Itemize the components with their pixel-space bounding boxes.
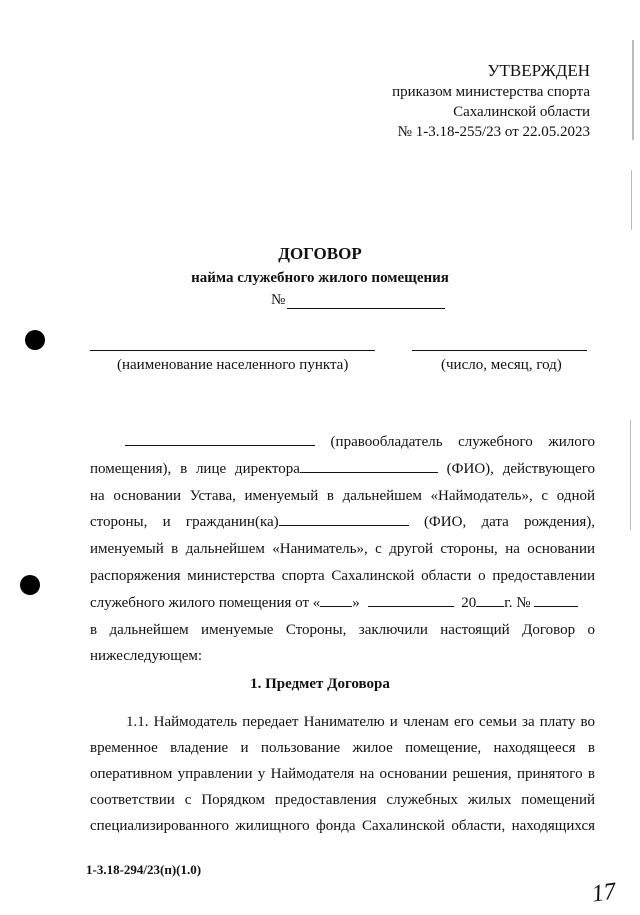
date-field (412, 350, 587, 351)
body-line-6: распоряжения министерства спорта Сахалинской области о предоставлении (90, 568, 595, 584)
document-subtitle: найма служебного жилого помещения (191, 270, 449, 286)
order-number-field (534, 594, 578, 607)
punch-hole-top (25, 330, 45, 350)
body-line-1: (правообладатель служебного жилого (125, 432, 595, 452)
body-line-2: помещения), в лице директора (ФИО), действующего (90, 461, 595, 477)
body-line-7: служебного жилого помещения от « » 20 г. № (90, 593, 595, 613)
section-1-line-2: временное владение и пользование жилое помещение, находящееся в (90, 740, 595, 756)
punch-hole-bottom (20, 575, 40, 595)
body-line-9: нижеследующем: (90, 648, 203, 664)
approval-line-3: № 1-3.18-255/23 от 22.05.2023 (397, 124, 590, 140)
place-caption: (наименование населенного пункта) (117, 357, 349, 373)
order-month-field (368, 594, 454, 607)
section-1-line-3: оперативном управлении у Наймодателя на основании решения, принятого в (90, 766, 595, 782)
place-field (90, 350, 375, 351)
contract-number-sign: № (271, 292, 286, 308)
document-code: 1-3.18-294/23(п)(1.0) (86, 862, 202, 877)
contract-number-field (287, 308, 445, 309)
rightholder-field (125, 433, 315, 446)
body-line-8: в дальнейшем именуемые Стороны, заключили настоящий Договор о (90, 622, 595, 638)
date-caption: (число, месяц, год) (441, 357, 562, 373)
body-line-3: на основании Устава, именуемый в дальнейшем «Наймодатель», с одной (90, 488, 595, 504)
approval-line-1: приказом министерства спорта (392, 84, 590, 100)
director-name-field (300, 460, 438, 473)
tenant-name-field (279, 513, 409, 526)
body-line-5: именуемый в дальнейшем «Наниматель», с другой стороны, на основании (90, 541, 595, 557)
order-year-field (476, 594, 504, 607)
section-1-line-4: соответствии с Порядком предоставления служебных жилых помещений (90, 792, 595, 808)
section-1-title: 1. Предмет Договора (250, 676, 390, 692)
scan-edge-mark (630, 420, 631, 530)
document-title: ДОГОВОР (278, 244, 362, 263)
approval-title: УТВЕРЖДЕН (487, 61, 590, 80)
section-1-line-1: 1.1. Наймодатель передает Нанимателю и членам его семьи за плату во (126, 714, 595, 730)
section-1-line-5: специализированного жилищного фонда Сахалинской области, находящихся (90, 818, 595, 834)
order-day-field (320, 594, 352, 607)
approval-line-2: Сахалинской области (453, 104, 590, 120)
scan-edge-mark (632, 40, 634, 140)
body-line-4: стороны, и гражданин(ка) (ФИО, дата рождения), (90, 514, 595, 530)
handwritten-page-number: 17 (590, 878, 618, 908)
scan-edge-mark (631, 170, 632, 230)
